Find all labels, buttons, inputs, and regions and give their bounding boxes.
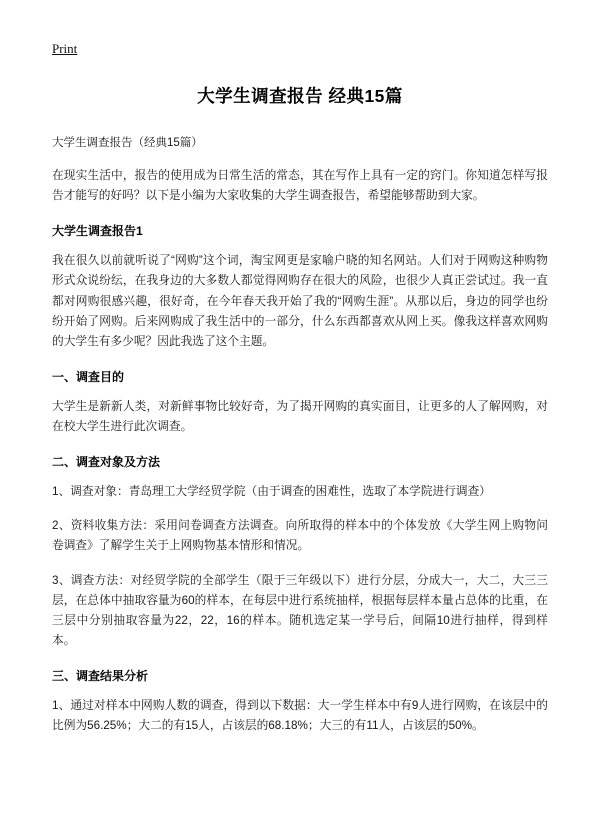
intro-paragraph: 在现实生活中，报告的使用成为日常生活的常态，其在写作上具有一定的窍门。你知道怎样写报告才能写的好吗？以下是小编为大家收集的大学生调查报告，希望能够帮助到大家。	[52, 169, 548, 203]
section-4-paragraph-1: 1、通过对样本中网购人数的调查，得到以下数据：大一学生样本中有9人进行网购，在该层中的比例为56.25%；大二的有15人，占该层的68.18%；大三的有11人，占该层的50%。	[52, 699, 548, 733]
section-heading-2: 一、调查目的	[52, 369, 125, 384]
print-button[interactable]: Print	[52, 41, 78, 56]
section-3-paragraph-1: 1、调查对象：青岛理工大学经贸学院（由于调查的困难性，选取了本学院进行调查）	[52, 485, 491, 499]
document-subtitle: 大学生调查报告（经典15篇）	[52, 137, 203, 149]
section-2-paragraph-1: 大学生是新新人类，对新鲜事物比较好奇，为了揭开网购的真实面目，让更多的人了解网购，对在校大学生进行此次调查。	[52, 399, 548, 433]
section-heading-1: 大学生调查报告1	[52, 224, 143, 239]
section-3-paragraph-2: 2、资料收集方法：采用问卷调查方法调查。向所取得的样本中的个体发放《大学生网上购物问卷调查》了解学生关于上网购物基本情形和情况。	[52, 519, 548, 553]
section-1-paragraph-1: 我在很久以前就听说了“网购”这个词，淘宝网更是家喻户晓的知名网站。人们对于网购这种购物形式众说纷纭，在我身边的大多数人都觉得网购存在很大的风险，也很少人真正尝试过。我一直都对网购很感兴趣，很好奇，在今年春天我开始了我的“网购生涯”。从那以后，身边的同学也纷纷开始了网购。后来网购成了我生活中的一部分，什么东西都喜欢从网上买。像我这样喜欢网购的大学生有多少呢？因此我选了这个主题。	[52, 254, 548, 348]
section-heading-4: 三、调查结果分析	[52, 669, 149, 683]
section-heading-3: 二、调查对象及方法	[52, 455, 161, 470]
page-title: 大学生调查报告 经典15篇	[197, 86, 403, 106]
section-3-paragraph-3: 3、调查方法：对经贸学院的全部学生（限于三年级以下）进行分层，分成大一，大二，大三三层，在总体中抽取容量为60的样本，在每层中进行系统抽样，根据每层样本量占总体的比重，在三层中分别抽取容量为22，22，16的样本。随机选定某一学号后，间隔10进行抽样，得到样本。	[52, 573, 548, 647]
